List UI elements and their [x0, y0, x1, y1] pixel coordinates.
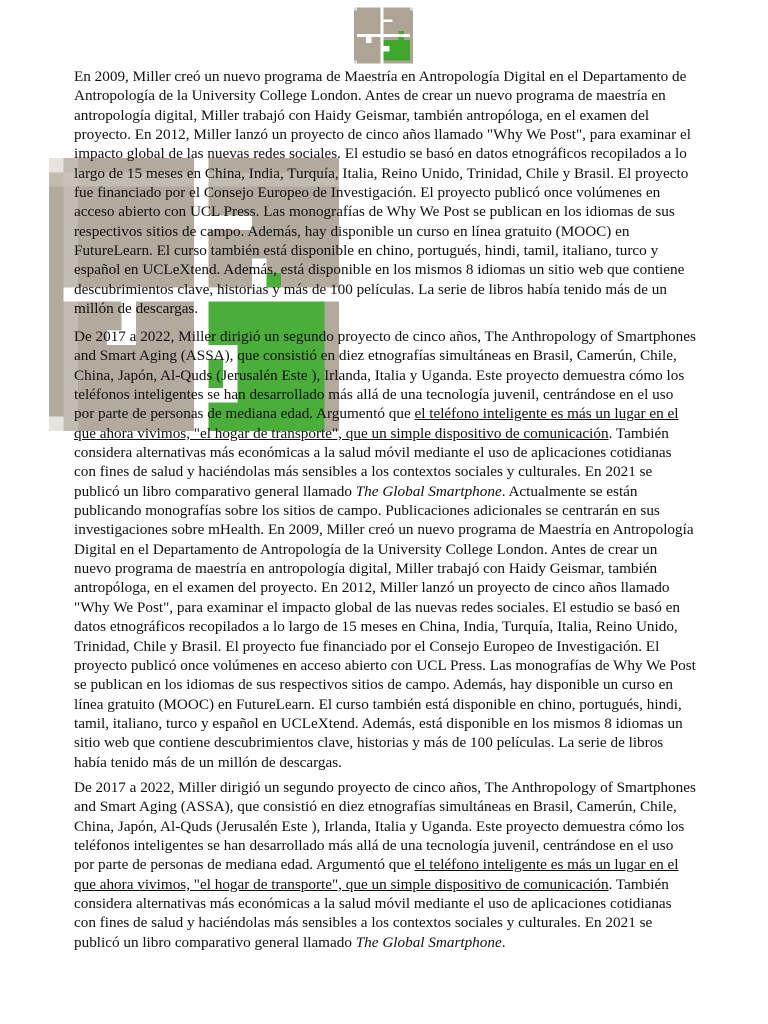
book-title: The Global Smartphone [355, 482, 502, 500]
smartphone-quote-link-2[interactable]: el teléfono inteligente es más un lugar en el que ahora vivimos, "el hogar de transporte", que un simple dispositivo de comunicación [74, 856, 679, 893]
book-title-2: The Global Smartphone [355, 933, 502, 951]
paragraph-2-text-before: De 2017 a 2022, Miller dirigió un segundo proyecto de cinco años, The Anthropology of Smartphones and Smart Aging (ASSA), que consistió en diez etnografías simultáneas en Brasil, Camerún, Chile, China, Japón, Al-Quds (Jerusalén Este ), Irlanda, Italia y Uganda. Este proyecto demuestra cómo los teléfonos inteligentes se han desarrollado más allá de una tecnología juvenil, centrándose en el uso por parte de personas de mediana edad. Argumentó que [74, 328, 696, 423]
paragraph-1-text: En 2009, Miller creó un nuevo programa de Maestría en Antropología Digital en el Departamento de Antropología de la University College London. Antes de crear un nuevo programa de maestría en antropología digital, Miller trabajó con Haidy Geismar, también antropóloga, en el examen del proyecto. En 2012, Miller lanzó un proyecto de cinco años llamado "Why We Post", para examinar el impacto global de las nuevas redes sociales. El estudio se basó en datos etnográficos recopilados a lo largo de 15 meses en China, India, Turquía, Italia, Reino Unido, Trinidad, Chile y Brasil. El proyecto fue financiado por el Consejo Europeo de Investigación. El proyecto publicó once volúmenes en acceso abierto con UCL Press. Las monografías de Why We Post se publican en los idiomas de sus respectivos sitios de campo. Además, hay disponible un curso en línea gratuito (MOOC) en FutureLearn. El curso también está disponible en chino, portugués, hindi, tamil, italiano, turco y español en UCLeXtend. Además, está disponible en los mismos 8 idiomas un sitio web que contiene descubrimientos clave, historias y más de 100 películas. La serie de libros había tenido más de un millón de descargas. [74, 68, 691, 318]
smartphone-quote-link[interactable]: el teléfono inteligente es más un lugar en el que ahora vivimos, "el hogar de transporte", que un simple dispositivo de comunicación [74, 405, 679, 442]
paragraph-3 [74, 778, 696, 952]
paragraph-3-text-before: De 2017 a 2022, Miller dirigió un segundo proyecto de cinco años, The Anthropology of Smartphones and Smart Aging (ASSA), que consistió en diez etnografías simultáneas en Brasil, Camerún, Chile, China, Japón, Al-Quds (Jerusalén Este ), Irlanda, Italia y Uganda. Este proyecto demuestra cómo los teléfonos inteligentes se han desarrollado más allá de una tecnología juvenil, centrándose en el uso por parte de personas de mediana edad. Argumentó que [74, 779, 696, 874]
paragraph-2 [74, 327, 696, 772]
paragraph-3-text-after: . [501, 933, 506, 951]
paragraph-1 [74, 67, 696, 318]
paragraph-2-text-middle: . También considera alternativas más económicas a la salud móvil mediante el uso de aplicaciones cotidianas con fines de salud y haciéndolas más sensibles a los contextos sociales y culturales. En 2021 se publicó un libro comparativo general llamado [74, 424, 672, 500]
puzzle-logo-icon [354, 7, 413, 64]
paragraph-3-text-middle: . También considera alternativas más económicas a la salud móvil mediante el uso de aplicaciones cotidianas con fines de salud y haciéndolas más sensibles a los contextos sociales y culturales. En 2021 se publicó un libro comparativo general llamado [74, 875, 672, 951]
paragraph-2-text-after: . Actualmente se están publicando monografías sobre los sitios de campo. Publicaciones adicionales se centrarán en sus investigaciones sobre mHealth. En 2009, Miller creó un nuevo programa de Maestría en Antropología Digital en el Departamento de Antropología de la University College London. Antes de crear un nuevo programa de maestría en antropología digital, Miller trabajó con Haidy Geismar, también antropóloga, en el examen del proyecto. En 2012, Miller lanzó un proyecto de cinco años llamado "Why We Post", para examinar el impacto global de las nuevas redes sociales. El estudio se basó en datos etnográficos recopilados a lo largo de 15 meses en China, India, Turquía, Italia, Reino Unido, Trinidad, Chile y Brasil. El proyecto fue financiado por el Consejo Europeo de Investigación. El proyecto publicó once volúmenes en acceso abierto con UCL Press. Las monografías de Why We Post se publican en los idiomas de sus respectivos sitios de campo. Además, hay disponible un curso en línea gratuito (MOOC) en FutureLearn. El curso también está disponible en chino, portugués, hindi, tamil, italiano, turco y español en UCLeXtend. Además, está disponible en los mismos 8 idiomas un sitio web que contiene descubrimientos clave, historias y más de 100 películas. La serie de libros había tenido más de un millón de descargas. [74, 482, 696, 771]
